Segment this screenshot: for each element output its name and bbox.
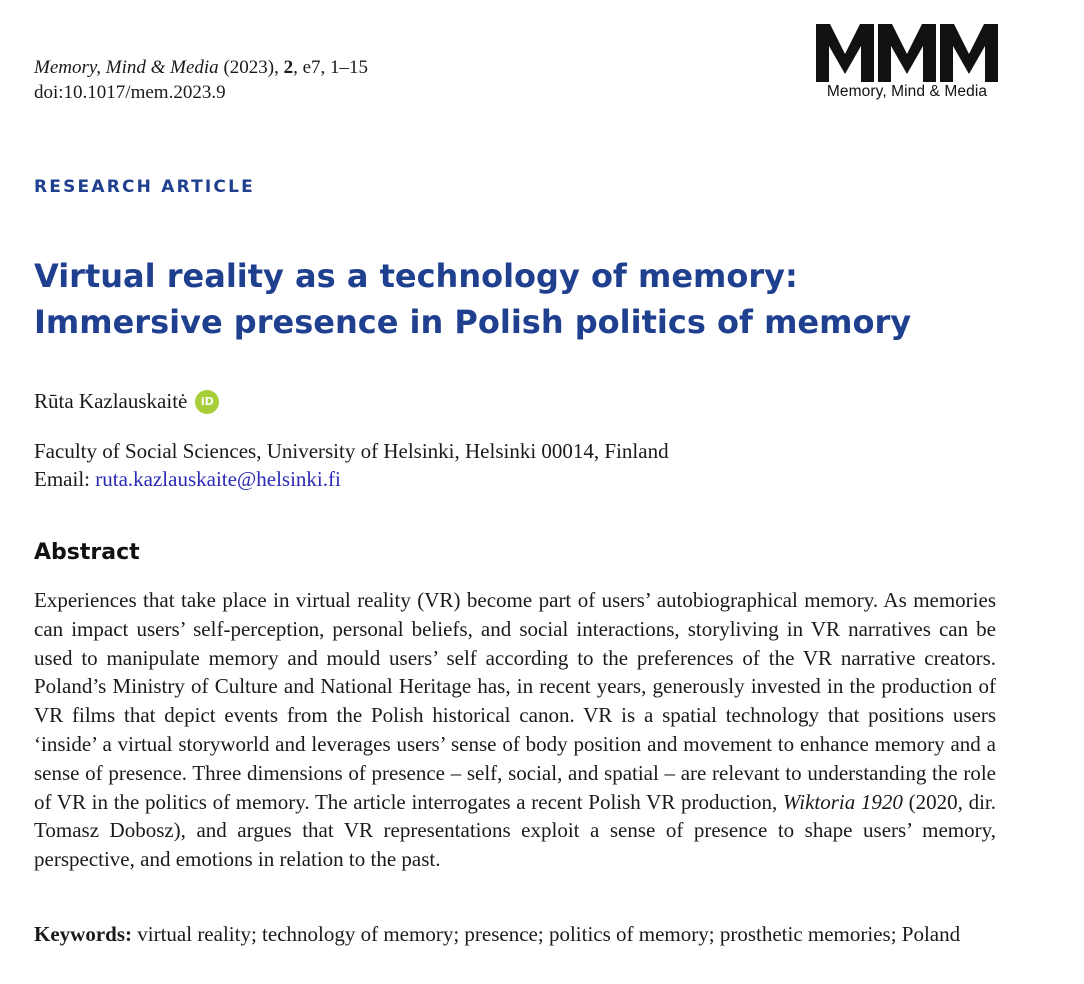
article-type-label: RESEARCH ARTICLE bbox=[34, 177, 255, 197]
publication-year: (2023), bbox=[223, 57, 279, 78]
email-link[interactable]: ruta.kazlauskaite@helsinki.fi bbox=[95, 467, 341, 491]
author-line bbox=[34, 389, 219, 414]
volume-number: 2 bbox=[283, 57, 294, 78]
email-label: Email: bbox=[34, 467, 90, 491]
mmm-logo-mark bbox=[816, 24, 998, 82]
citation-line bbox=[34, 55, 368, 80]
keywords-label: Keywords: bbox=[34, 922, 132, 946]
affiliation-block bbox=[34, 437, 669, 493]
doi: doi:10.1017/mem.2023.9 bbox=[34, 82, 226, 103]
abstract-text-part-2: (2020, dir. Tomasz Dobosz), and argues that VR representations exploit a sense of presence to shape users’ memory, perspective, and emotions in relation to the past. bbox=[34, 789, 996, 872]
journal-logo bbox=[816, 24, 998, 101]
affiliation-text: Faculty of Social Sciences, University of Helsinki, Helsinki 00014, Finland bbox=[34, 439, 669, 463]
logo-letter-m-3 bbox=[940, 24, 998, 82]
article-title: Virtual reality as a technology of memory: Immersive presence in Polish politics of memory bbox=[34, 257, 912, 341]
logo-letter-m-2 bbox=[878, 24, 936, 82]
keywords-block bbox=[34, 920, 996, 949]
author-name: Rūta Kazlauskaitė bbox=[34, 389, 188, 413]
orcid-icon[interactable]: iD bbox=[195, 390, 219, 414]
logo-letter-m-1 bbox=[816, 24, 874, 82]
abstract-text-part-1: Experiences that take place in virtual reality (VR) become part of users’ autobiographical memory. As memories can impact users’ self-perception, personal beliefs, and social interactions, storyliving in VR narratives can be used to manipulate memory and mould users’ self according to the preferences of the VR narrative creators. Poland’s Ministry of Culture and National Heritage has, in recent years, generously invested in the production of VR films that depict events from the Polish historical canon. VR is a spatial technology that positions users ‘inside’ a virtual storyworld and leverages users’ sense of body position and movement to enhance memory and a sense of presence. Three dimensions of presence – self, social, and spatial – are relevant to understanding the role of VR in the politics of memory. The article interrogates a recent Polish VR production, bbox=[34, 588, 996, 814]
citation-block bbox=[34, 55, 368, 105]
logo-caption: Memory, Mind & Media bbox=[826, 83, 988, 100]
keywords-text: virtual reality; technology of memory; presence; politics of memory; prosthetic memories; Poland bbox=[137, 922, 961, 946]
journal-name: Memory, Mind & Media bbox=[34, 57, 219, 78]
abstract-body bbox=[34, 586, 996, 874]
abstract-heading: Abstract bbox=[34, 540, 140, 565]
email-line bbox=[34, 465, 669, 493]
film-title: Wiktoria 1920 bbox=[782, 789, 903, 814]
issue-pages: , e7, 1–15 bbox=[293, 57, 369, 78]
